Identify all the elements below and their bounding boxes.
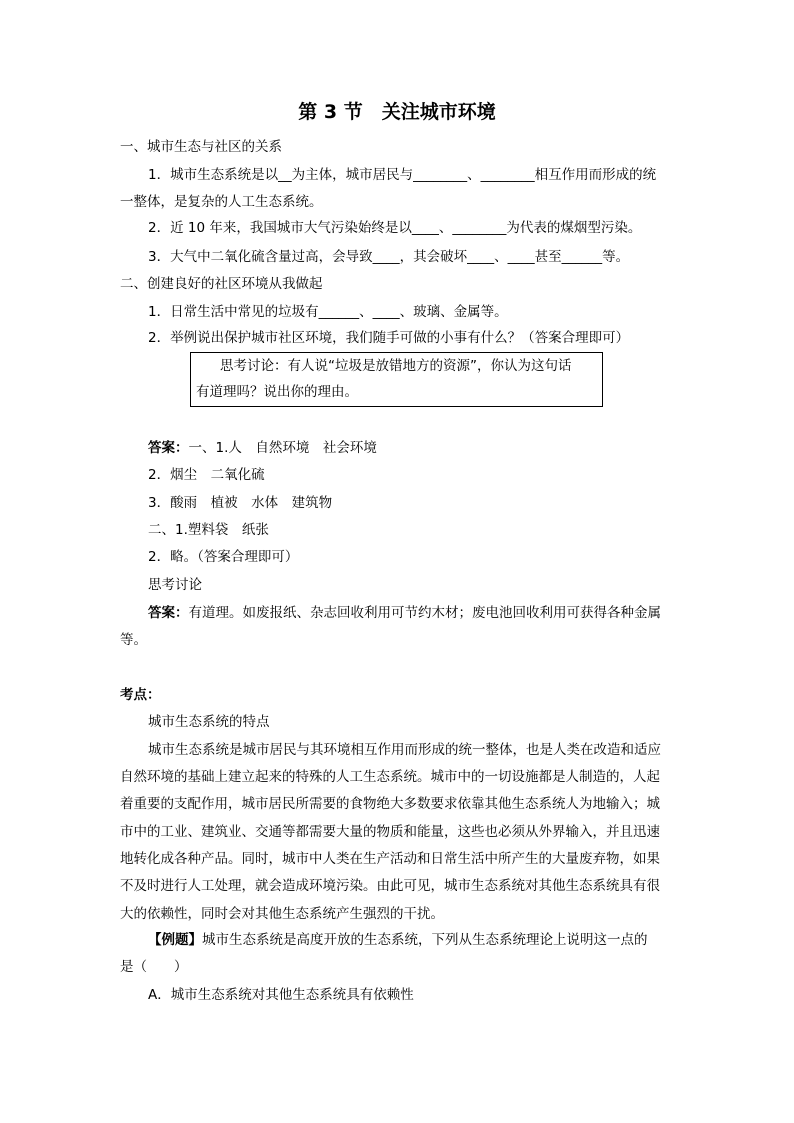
discussion-line-1: 思考讨论：有人说“垃圾是放错地方的资源”，你认为这句话 [220, 358, 572, 374]
example-option-a: A．城市生态系统对其他生态系统具有依赖性 [148, 987, 414, 1003]
kaodian-paragraph-line-6: 不及时进行人工处理，就会造成环境污染。由此可见，城市生态系统对其他生态系统具有很 [120, 878, 660, 894]
answer-line-7 [0, 604, 794, 622]
answer-line-5: 2．略。（答案合理即可） [148, 549, 299, 565]
answer-line-6: 思考讨论 [148, 577, 202, 593]
kaodian-label: 考点： [120, 687, 161, 703]
kaodian-paragraph-line-2: 自然环境的基础上建立起来的特殊的人工生态系统。城市中的一切设施都是人制造的，人起 [120, 769, 660, 785]
question-3: 3．大气中二氧化硫含量过高，会导致____，其会破坏____、____甚至______等。 [148, 249, 630, 265]
kaodian-paragraph-line-7: 大的依赖性，同时会对其他生态系统产生强烈的干扰。 [120, 906, 444, 922]
question-2: 2．近 10 年来，我国城市大气污染始终是以____、________为代表的煤烟型污染。 [148, 220, 642, 236]
question-1-line-1: 1．城市生态系统是以__为主体，城市居民与________、________相互作用而形成的统 [148, 167, 657, 183]
answer-line-7-text: 有道理。如废报纸、杂志回收利用可节约木材；废电池回收利用可获得各种金属 [188, 605, 661, 621]
section-heading-2: 二、创建良好的社区环境从我做起 [120, 276, 323, 292]
kaodian-subtitle: 城市生态系统的特点 [148, 714, 270, 730]
kaodian-paragraph-line-4: 市中的工业、建筑业、交通等都需要大量的物质和能量，这些也必须从外界输入，并且迅速 [120, 824, 660, 840]
answer-line-4: 二、1.塑料袋 纸张 [148, 522, 269, 538]
answer-line-1-text: 一、1.人 自然环境 社会环境 [188, 440, 377, 456]
discussion-line-2: 有道理吗？说出你的理由。 [196, 384, 358, 400]
example-line-1 [0, 931, 794, 949]
example-line-2: 是（ ） [120, 959, 188, 975]
answer-line-2: 2．烟尘 二氧化硫 [148, 467, 265, 483]
answer-line-8: 等。 [120, 632, 147, 648]
section2-question-2: 2．举例说出保护城市社区环境，我们随手可做的小事有什么？（答案合理即可） [148, 330, 630, 346]
kaodian-paragraph-line-3: 着重要的支配作用，城市居民所需要的食物绝大多数要求依靠其他生态系统人为地输入；城 [120, 796, 660, 812]
answer-label-2: 答案： [148, 605, 189, 621]
kaodian-paragraph-line-1: 城市生态系统是城市居民与其环境相互作用而形成的统一整体，也是人类在改造和适应 [148, 742, 661, 758]
answer-line-3: 3．酸雨 植被 水体 建筑物 [148, 495, 333, 511]
answer-label: 答案： [148, 440, 189, 456]
section2-question-1: 1．日常生活中常见的垃圾有______、____、玻璃、金属等。 [148, 304, 508, 320]
kaodian-paragraph-line-5: 地转化成各种产品。同时，城市中人类在生产活动和日常生活中所产生的大量废弃物，如果 [120, 851, 660, 867]
page-title: 第 3 节 关注城市环境 [298, 101, 496, 123]
section-heading-1: 一、城市生态与社区的关系 [120, 139, 282, 155]
example-label: 【例题】 [148, 932, 202, 948]
question-1-line-2: 一整体，是复杂的人工生态系统。 [120, 194, 323, 210]
example-line-1-text: 城市生态系统是高度开放的生态系统，下列从生态系统理论上说明这一点的 [202, 932, 648, 948]
answer-line-1 [0, 439, 794, 457]
